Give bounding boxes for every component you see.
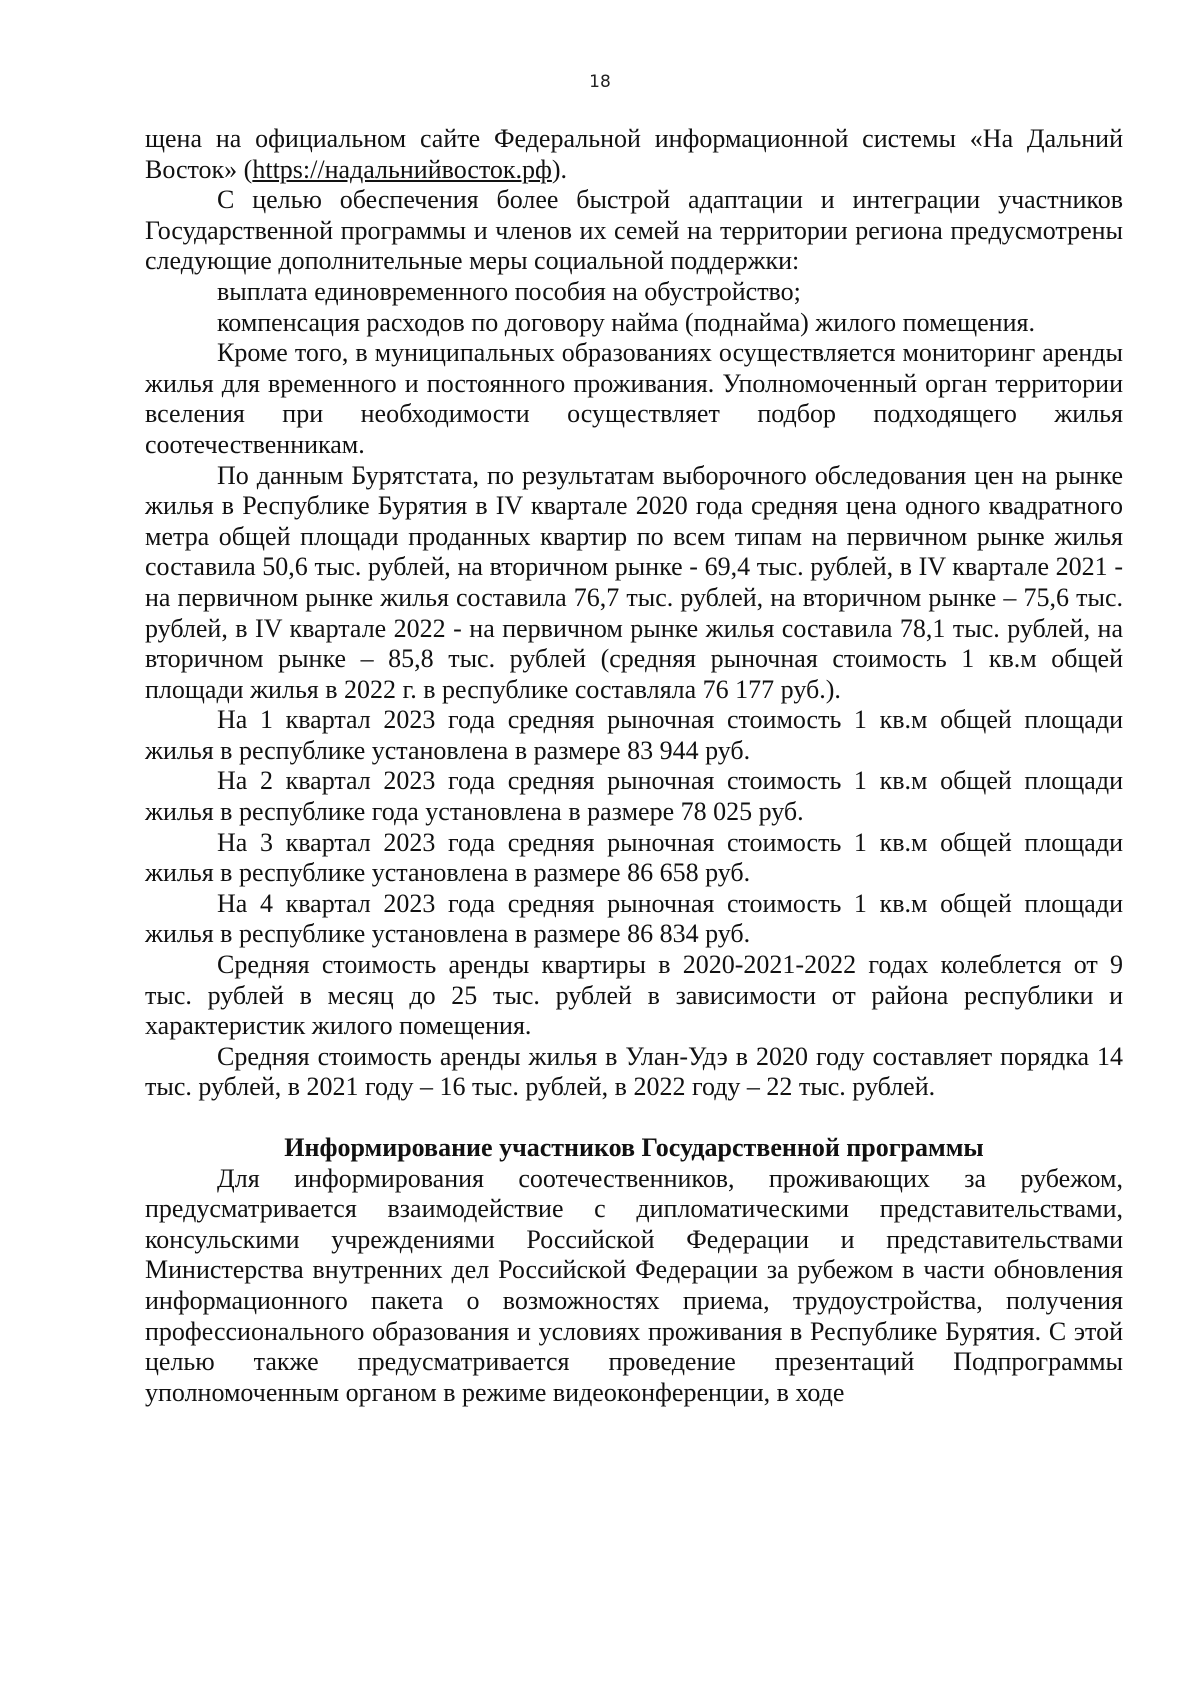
document-body xyxy=(145,124,1123,1408)
paragraph: Средняя стоимость аренды квартиры в 2020-2021-2022 годах колеблется от 9 тыс. рублей в месяц до 25 тыс. рублей в зависимости от района республики и характеристик жилого помещения. xyxy=(145,950,1123,1041)
paragraph: С целью обеспечения более быстрой адаптации и интеграции участников Государственной программы и членов их семей на территории региона предусмотрены следующие дополнительные меры социальной поддержки: xyxy=(145,185,1123,276)
paragraph: На 2 квартал 2023 года средняя рыночная стоимость 1 кв.м общей площади жилья в республике года установлена в размере 78 025 руб. xyxy=(145,766,1123,827)
section-heading: Информирование участников Государственной программы xyxy=(284,1133,984,1162)
paragraph: По данным Бурятстата, по результатам выборочного обследования цен на рынке жилья в Республике Бурятия в IV квартале 2020 года средняя цена одного квадратного метра общей площади проданных квартир по всем типам на первичном рынке жилья составила 50,6 тыс. рублей, на вторичном рынке - 69,4 тыс. рублей, в IV квартале 2021 - на первичном рынке жилья составила 76,7 тыс. рублей, на вторичном рынке – 75,6 тыс. рублей, в IV квартале 2022 - на первичном рынке жилья составила 78,1 тыс. рублей, на вторичном рынке – 85,8 тыс. рублей (средняя рыночная стоимость 1 кв.м общей площади жилья в 2022 г. в республике составляла 76 177 руб.). xyxy=(145,460,1123,704)
paragraph: На 4 квартал 2023 года средняя рыночная стоимость 1 кв.м общей площади жилья в республике установлена в размере 86 834 руб. xyxy=(145,888,1123,949)
paragraph: Для информирования соотечественников, проживающих за рубежом, предусматривается взаимодействие с дипломатическими представительствами, консульскими учреждениями Российской Федерации и представительствами Министерства внутренних дел Российской Федерации за рубежом в части обновления информационного пакета о возможностях приема, трудоустройства, получения профессионального образования и условиях проживания в Республике Бурятия. С этой целью также предусматривается проведение презентаций Подпрограммы уполномоченным органом в режиме видеоконференции, в ходе xyxy=(145,1163,1123,1407)
website-link[interactable]: https://надальнийвосток.рф xyxy=(252,154,552,184)
paragraph: Средняя стоимость аренды жилья в Улан-Удэ в 2020 году составляет порядка 14 тыс. рублей, в 2021 году – 16 тыс. рублей, в 2022 году – 22 тыс. рублей. xyxy=(145,1041,1123,1102)
paragraph-text: ). xyxy=(551,154,568,184)
page-number: 18 xyxy=(589,72,611,92)
paragraph: На 1 квартал 2023 года средняя рыночная стоимость 1 кв.м общей площади жилья в республике установлена в размере 83 944 руб. xyxy=(145,705,1123,765)
list-item: компенсация расходов по договору найма (поднайма) жилого помещения. xyxy=(217,307,1035,337)
paragraph-continuation xyxy=(145,124,1123,185)
paragraph: На 3 квартал 2023 года средняя рыночная стоимость 1 кв.м общей площади жилья в республике установлена в размере 86 658 руб. xyxy=(145,827,1123,888)
paragraph-text: щена на официальном сайте Федеральной информационной системы «На Дальний Восток» ( xyxy=(145,124,1123,184)
list-item: выплата единовременного пособия на обустройство; xyxy=(217,276,801,306)
paragraph: Кроме того, в муниципальных образованиях осуществляется мониторинг аренды жилья для временного и постоянного проживания. Уполномоченный орган территории вселения при необходимости осуществляет подбор подходящего жилья соотечественникам. xyxy=(145,338,1123,459)
